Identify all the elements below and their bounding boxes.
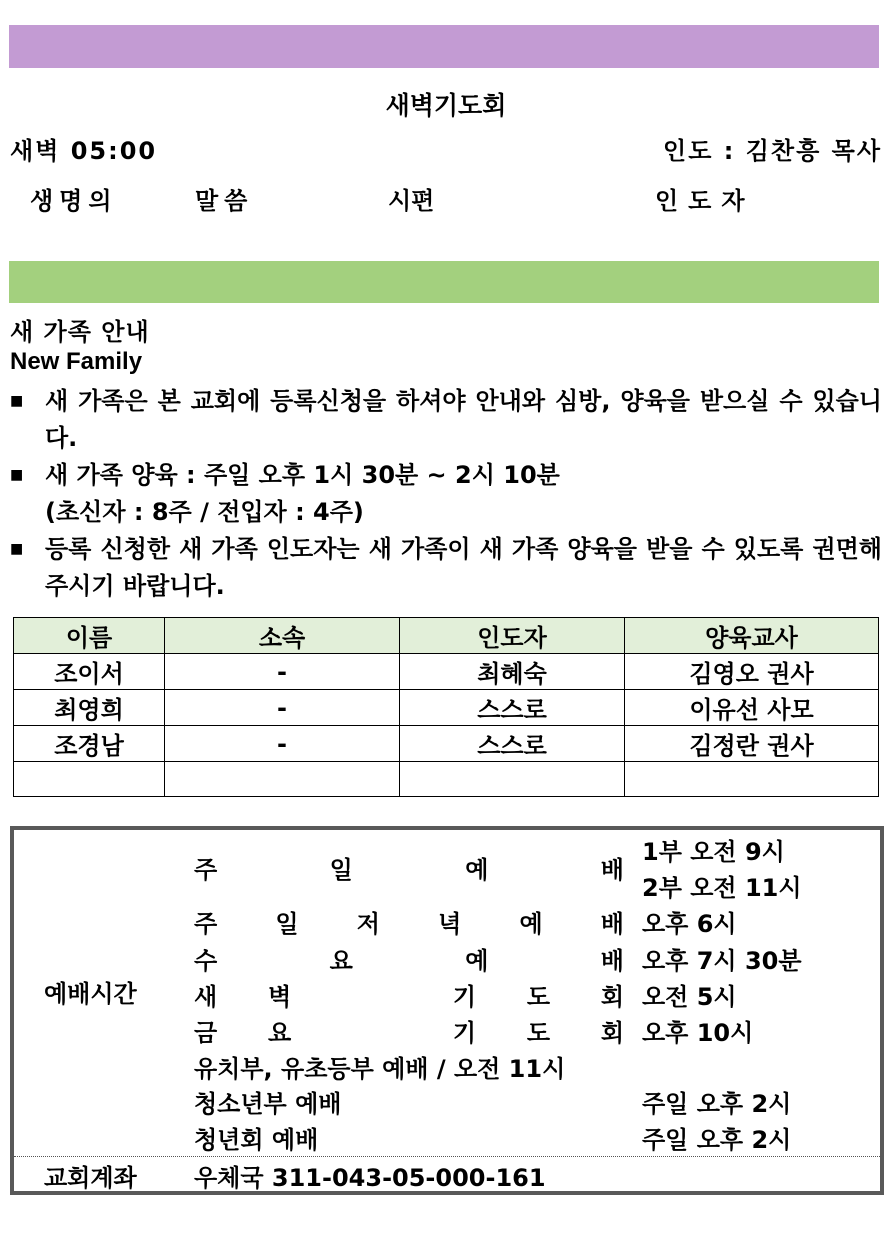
table-cell: - <box>165 726 400 762</box>
note-text: 새 가족 양육 : 주일 오후 1시 30분 ~ 2시 10분 <box>45 461 560 489</box>
dawn-prayer-leader: 인도 : 김찬흥 목사 <box>663 137 882 165</box>
label-char: 저 <box>356 910 380 938</box>
sunday-service-time-1: 1부 오전 9시 <box>642 838 785 866</box>
column-header-affiliation: 소속 <box>165 618 400 654</box>
table-row <box>14 726 879 762</box>
square-bullet-icon: ■ <box>10 541 24 557</box>
label-char: 기 <box>452 983 476 1011</box>
psalms-label: 시편 <box>388 187 435 215</box>
kids-service: 유치부, 유초등부 예배 / 오전 11시 <box>194 1055 566 1083</box>
label-char: 예 <box>465 856 489 884</box>
new-family-header-bar <box>9 261 879 303</box>
note-text: 등록 신청한 새 가족 인도자는 새 가족이 새 가족 양육을 받을 수 있도록 권면해주시기 바랍니다. <box>45 535 882 600</box>
worship-times-label: 예배시간 <box>44 980 137 1008</box>
table-row <box>14 690 879 726</box>
dawn-prayer-title: 새벽기도회 <box>385 91 507 120</box>
friday-prayer-service-time: 오후 10시 <box>642 1019 754 1047</box>
label-char: 예 <box>465 947 489 975</box>
table-cell: 스스로 <box>400 726 625 762</box>
sunday-evening-service-label <box>194 904 624 939</box>
note-item <box>10 457 882 494</box>
section-divider <box>14 1156 880 1157</box>
table-cell: 김정란 권사 <box>625 726 879 762</box>
table-cell: 김영오 권사 <box>625 654 879 690</box>
table-cell: 조이서 <box>14 654 165 690</box>
church-account-value: 우체국 311-043-05-000-161 <box>194 1164 546 1192</box>
label-char: 요 <box>268 1019 292 1047</box>
youth-service-label: 청소년부 예배 <box>194 1090 342 1118</box>
label-char: 예 <box>519 910 543 938</box>
church-account-label: 교회계좌 <box>44 1164 137 1192</box>
friday-prayer-service-label <box>194 1013 624 1048</box>
table-cell: 최영희 <box>14 690 165 726</box>
label-char: 회 <box>600 1019 624 1047</box>
wednesday-service-label <box>194 941 624 976</box>
dawn-prayer-service-time: 오전 5시 <box>642 983 737 1011</box>
table-cell: - <box>165 690 400 726</box>
table-cell: 최혜숙 <box>400 654 625 690</box>
spacer <box>342 1013 402 1048</box>
table-cell: 스스로 <box>400 690 625 726</box>
label-char: 배 <box>600 856 624 884</box>
table-row <box>14 762 879 797</box>
label-char: 수 <box>194 947 218 975</box>
dawn-header-bar <box>9 25 879 68</box>
label-char: 요 <box>329 947 353 975</box>
column-header-guide: 인도자 <box>400 618 625 654</box>
label-char: 도 <box>526 1019 550 1047</box>
new-family-notes <box>10 383 882 605</box>
label-char: 회 <box>600 983 624 1011</box>
label-char: 주 <box>194 856 218 884</box>
new-family-heading: 새 가족 안내 <box>10 318 150 346</box>
label-char: 일 <box>329 856 353 884</box>
column-header-teacher: 양육교사 <box>625 618 879 654</box>
label-char: 금 <box>194 1019 218 1047</box>
square-bullet-icon: ■ <box>10 393 24 409</box>
sunday-service-time-2: 2부 오전 11시 <box>642 874 802 902</box>
table-cell <box>625 762 879 797</box>
note-item <box>10 531 882 605</box>
worship-schedule-box <box>10 826 884 1195</box>
young-adult-service-time: 주일 오후 2시 <box>642 1126 792 1154</box>
wednesday-service-time: 오후 7시 30분 <box>642 947 802 975</box>
label-char: 주 <box>194 910 218 938</box>
label-char: 기 <box>452 1019 476 1047</box>
table-cell <box>165 762 400 797</box>
label-char: 배 <box>600 910 624 938</box>
presider-label: 인도자 <box>655 187 755 215</box>
table-cell: - <box>165 654 400 690</box>
dawn-prayer-time: 새벽 05:00 <box>10 137 158 165</box>
table-cell <box>14 762 165 797</box>
table-cell: 조경남 <box>14 726 165 762</box>
sunday-evening-service-time: 오후 6시 <box>642 910 737 938</box>
word-of-life-label: 생명의 <box>30 187 118 215</box>
label-char: 벽 <box>268 983 292 1011</box>
square-bullet-icon: ■ <box>10 467 24 483</box>
young-adult-service-label: 청년회 예배 <box>194 1126 319 1154</box>
table-row <box>14 654 879 690</box>
dawn-prayer-service-label <box>194 977 624 1012</box>
youth-service-time: 주일 오후 2시 <box>642 1090 792 1118</box>
word-label: 말씀 <box>195 187 254 215</box>
note-text: 새 가족은 본 교회에 등록신청을 하셔야 안내와 심방, 양육을 받으실 수 있습니다. <box>45 387 882 452</box>
table-cell: 이유선 사모 <box>625 690 879 726</box>
label-char: 녁 <box>438 910 462 938</box>
column-header-name: 이름 <box>14 618 165 654</box>
new-family-heading-en: New Family <box>10 348 143 375</box>
note-item <box>10 383 882 457</box>
new-family-table <box>13 617 879 797</box>
label-char: 새 <box>194 983 218 1011</box>
table-header-row <box>14 618 879 654</box>
label-char: 배 <box>600 947 624 975</box>
note-subtext: (초신자 : 8주 / 전입자 : 4주) <box>45 498 364 526</box>
label-char: 도 <box>526 983 550 1011</box>
spacer <box>342 977 402 1012</box>
label-char: 일 <box>275 910 299 938</box>
table-cell <box>400 762 625 797</box>
sunday-service-label <box>194 850 624 885</box>
